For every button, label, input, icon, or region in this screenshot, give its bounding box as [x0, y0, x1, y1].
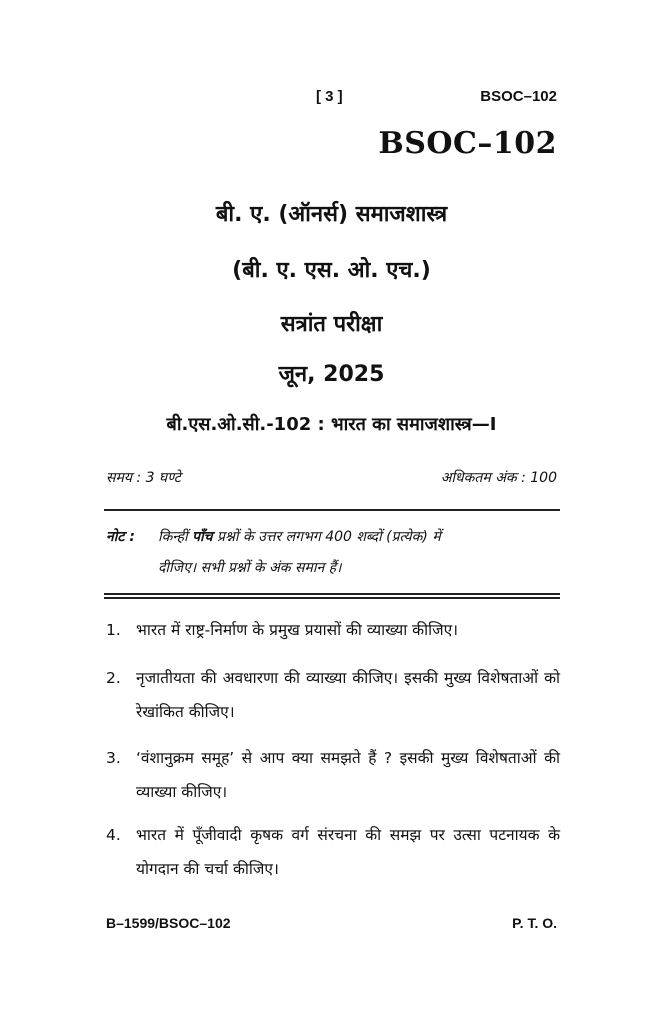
question-text: ‘वंशानुक्रम समूह’ से आप क्या समझते हैं ? इसकी मुख्य विशेषताओं की व्याख्या कीजिए। — [136, 749, 560, 801]
instructions-note — [106, 522, 560, 584]
footer-paper-code: B–1599/BSOC–102 — [106, 915, 231, 931]
question-3 — [106, 741, 560, 809]
exam-title: सत्रांत परीक्षा — [280, 312, 383, 337]
question-text: भारत में राष्ट्र-निर्माण के प्रमुख प्रयासों की व्याख्या कीजिए। — [136, 621, 459, 639]
page-number: [ 3 ] — [316, 88, 343, 105]
question-2 — [106, 661, 560, 729]
note-text: प्रश्नों के उत्तर लगभग 400 शब्दों (प्रत्येक) में — [212, 529, 441, 545]
divider-top — [104, 509, 560, 511]
programme-title: बी. ए. (ऑनर्स) समाजशास्त्र — [215, 202, 448, 227]
question-number: 4. — [106, 826, 121, 844]
programme-abbreviation: (बी. ए. एस. ओ. एच.) — [232, 258, 431, 283]
note-line-1 — [106, 522, 560, 553]
course-code-title: BSOC–102 — [378, 126, 557, 161]
time-allowed: समय : 3 घण्टे — [106, 470, 181, 486]
divider-double-upper — [104, 593, 560, 595]
subject-title: बी.एस.ओ.सी.-102 : भारत का समाजशास्त्र—I — [166, 414, 497, 435]
note-label: नोट : — [106, 529, 135, 545]
question-number: 1. — [106, 621, 121, 639]
maximum-marks: अधिकतम अंक : 100 — [440, 470, 557, 486]
question-text: भारत में पूँजीवादी कृषक वर्ग संरचना की समझ पर उत्सा पटनायक के योगदान की चर्चा कीजिए। — [136, 826, 560, 878]
divider-double-lower — [104, 597, 560, 599]
note-emphasis: पाँच — [192, 529, 213, 545]
question-4 — [106, 818, 560, 886]
note-line-2: दीजिए। सभी प्रश्नों के अंक समान हैं। — [158, 560, 342, 576]
question-number: 2. — [106, 669, 121, 687]
footer-pto: P. T. O. — [512, 915, 557, 931]
question-1 — [106, 613, 560, 647]
exam-session: जून, 2025 — [278, 362, 385, 387]
note-text: किन्हीं — [158, 529, 193, 545]
question-number: 3. — [106, 749, 121, 767]
question-text: नृजातीयता की अवधारणा की व्याख्या कीजिए। इसकी मुख्य विशेषताओं को रेखांकित कीजिए। — [136, 669, 560, 721]
course-code-header: BSOC–102 — [480, 88, 557, 105]
